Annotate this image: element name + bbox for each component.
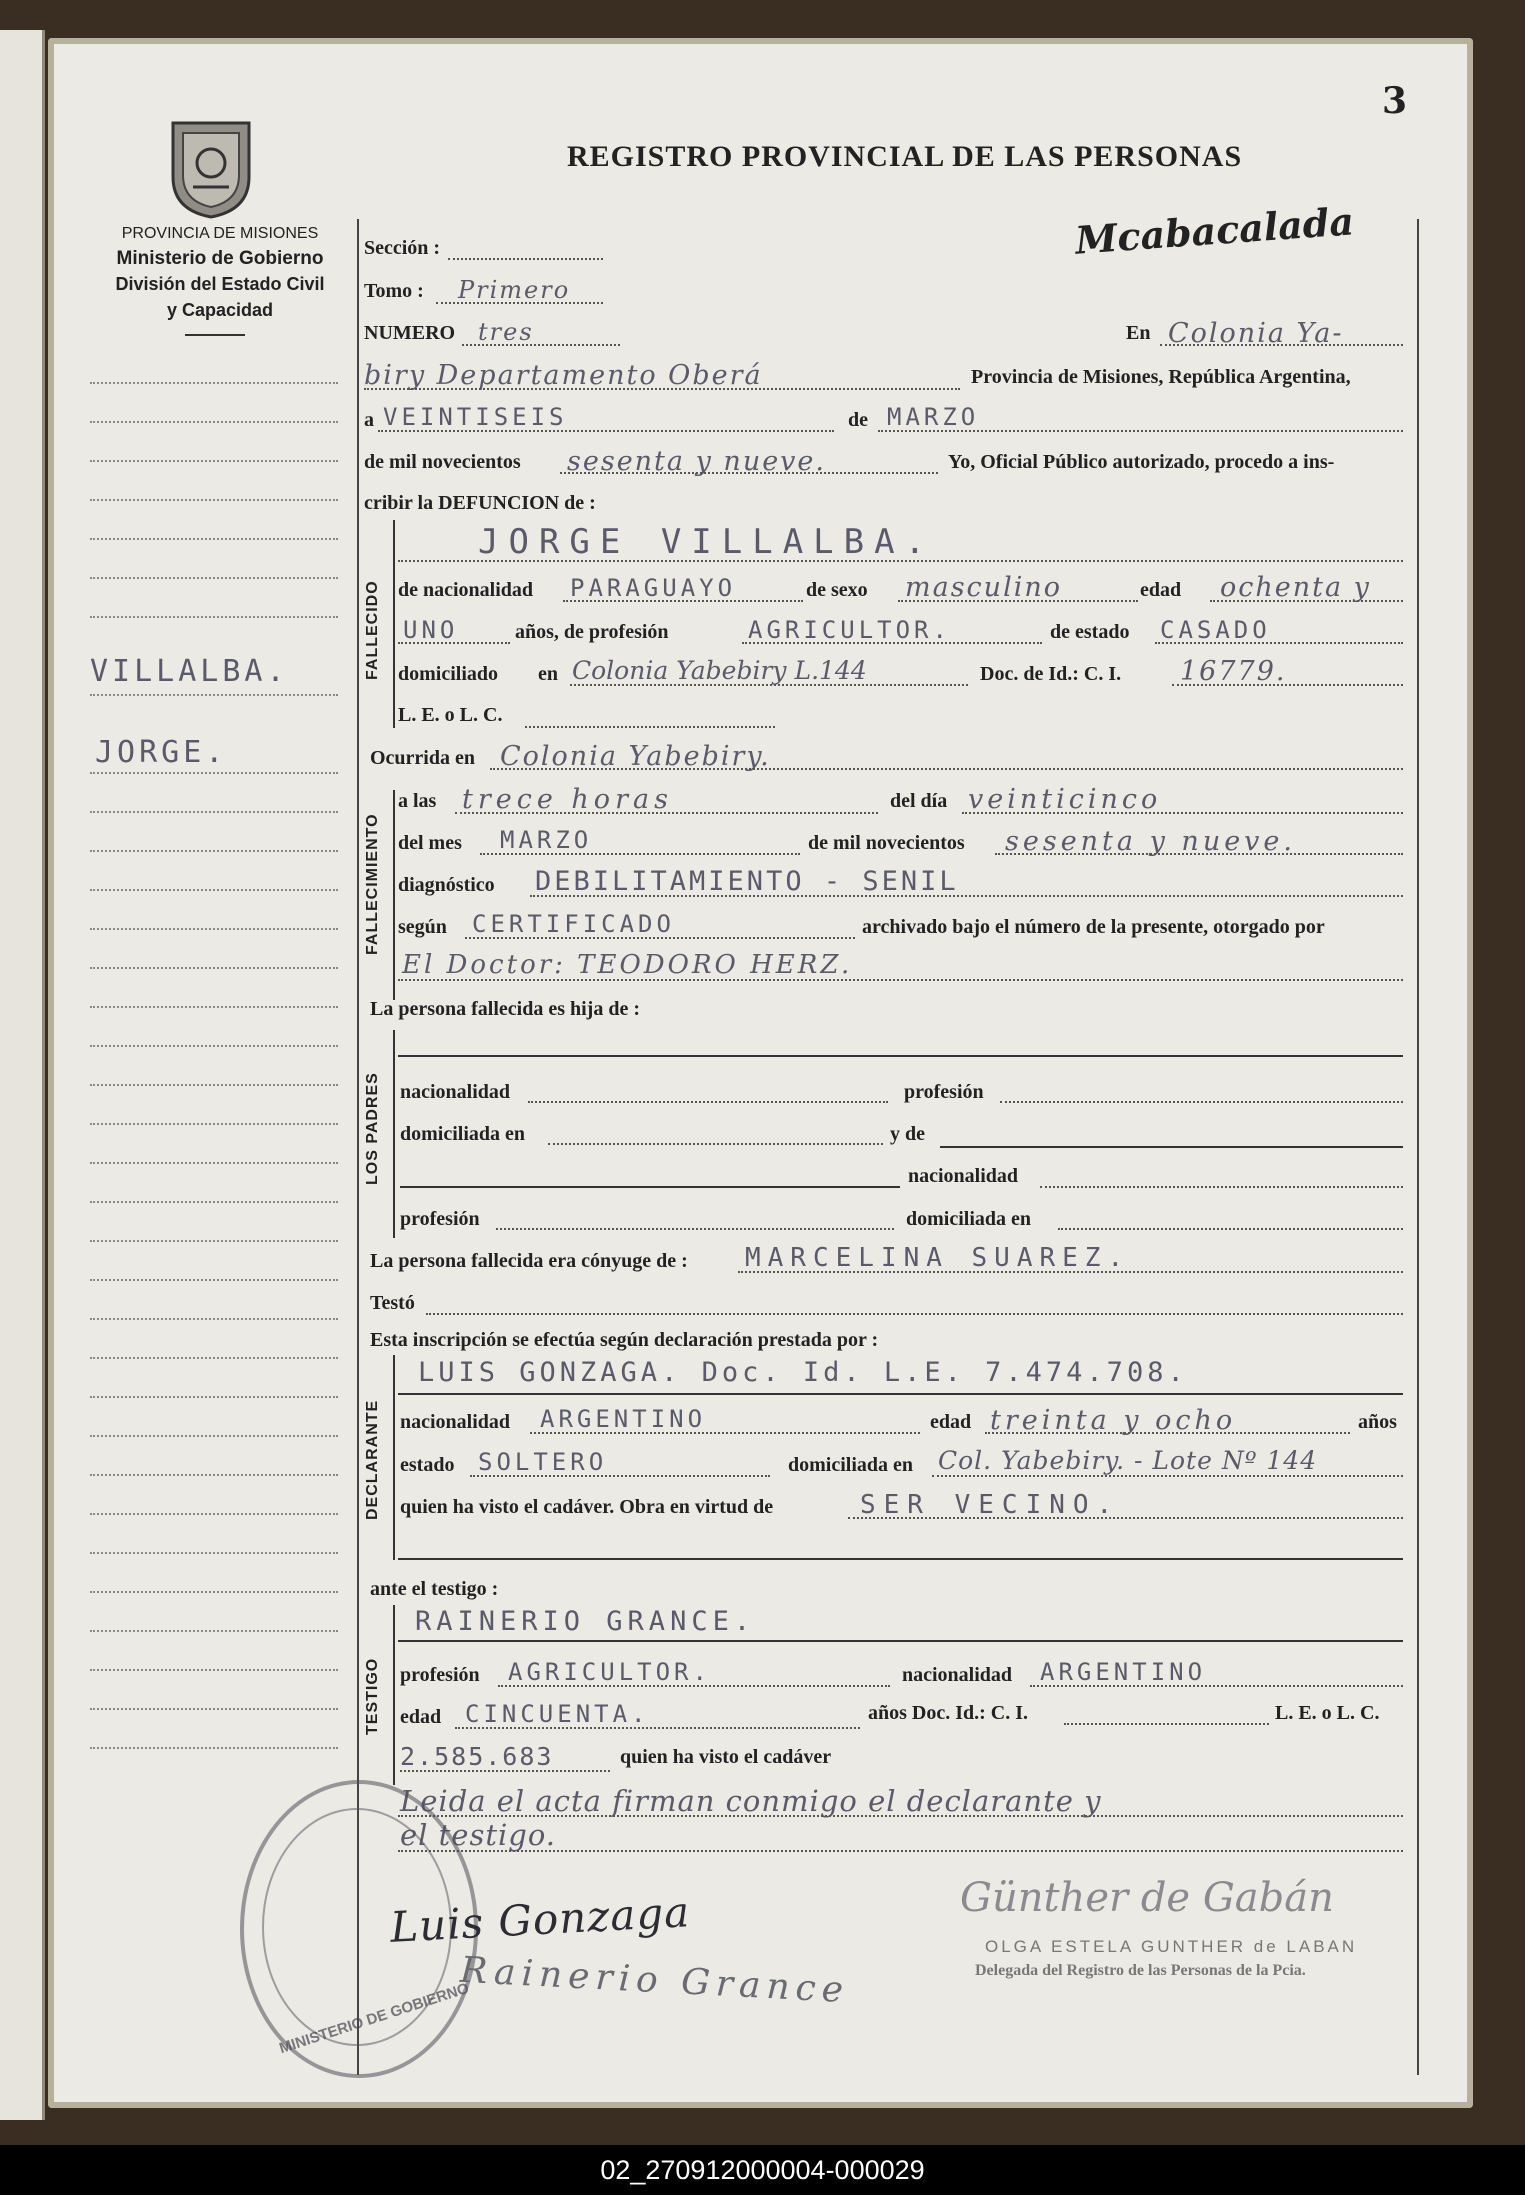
madre-nacionalidad-line <box>1040 1186 1403 1188</box>
margin-name: JORGE. <box>95 735 228 770</box>
fallecido-full-name: JORGE VILLALBA. <box>478 522 936 562</box>
conyuge-label: La persona fallecida era cónyuge de : <box>370 1250 688 1272</box>
hora-line <box>455 812 878 814</box>
declarante-edad-value: treinta y ocho <box>990 1405 1237 1436</box>
margin-line <box>90 1396 338 1398</box>
testigo-edad-line <box>455 1727 860 1729</box>
margin-line <box>90 421 338 423</box>
anio-line <box>995 853 1403 855</box>
profesion-line <box>742 642 1042 644</box>
declarante-edad-line <box>985 1432 1350 1434</box>
anio-value: sesenta y nueve. <box>1005 826 1296 857</box>
madre-nacionalidad-label: nacionalidad <box>908 1165 1019 1187</box>
declarante-estado-line <box>470 1475 770 1477</box>
page-number: 3 <box>1382 80 1408 122</box>
declarante-side-label: DECLARANTE <box>364 1399 381 1520</box>
seccion-line <box>448 258 603 260</box>
profesion-value: AGRICULTOR. <box>748 616 951 644</box>
oficial-title: Delegada del Registro de las Personas de la Pcia. <box>975 1962 1306 1979</box>
margin-line <box>90 889 338 891</box>
margin-line <box>90 1084 338 1086</box>
sexo-label: de sexo <box>806 579 868 601</box>
margin-line <box>90 1318 338 1320</box>
month-value: MARZO <box>887 403 980 431</box>
segun-label: según <box>398 916 447 938</box>
year-prefix: de mil novecientos <box>364 451 521 473</box>
margin-line <box>90 460 338 462</box>
closing-dots-2 <box>398 1850 1403 1852</box>
testigo-profesion-label: profesión <box>400 1664 480 1686</box>
declarante-domicilio-line <box>932 1475 1403 1477</box>
fallecido-name-line <box>398 560 1403 562</box>
margin-line <box>90 850 338 852</box>
diagnostico-value: DEBILITAMIENTO - SENIL <box>535 866 959 897</box>
padres-side-label: LOS PADRES <box>364 1072 381 1185</box>
madre-profesion-label: profesión <box>400 1208 480 1230</box>
margin-line <box>90 1201 338 1203</box>
hora-value: trece horas <box>462 784 673 815</box>
division-name-2: y Capacidad <box>166 300 274 320</box>
segun-line <box>465 937 855 939</box>
margin-line <box>90 616 338 618</box>
edad-line-1 <box>1210 600 1403 602</box>
padre-profesion-line <box>1000 1101 1403 1103</box>
estado-line <box>1155 642 1403 644</box>
margin-line <box>90 538 338 540</box>
dia-label: del día <box>890 790 948 812</box>
margin-line <box>90 1630 338 1632</box>
document-title: REGISTRO PROVINCIAL DE LAS PERSONAS <box>567 140 1243 173</box>
declarante-virtud-line <box>848 1517 1403 1519</box>
testigo-doc-line <box>400 1770 610 1772</box>
closing-line-1: Leida el acta firman conmigo el declarante y <box>400 1784 1102 1818</box>
nacionalidad-line <box>563 600 803 602</box>
declarante-bottom-line <box>398 1558 1403 1560</box>
margin-line <box>90 382 338 384</box>
margin-line <box>90 1279 338 1281</box>
day-line <box>378 430 834 432</box>
declarante-virtud-value: SER VECINO. <box>860 1490 1121 1520</box>
numero-line <box>462 344 620 346</box>
dia-line <box>962 812 1403 814</box>
ocurrida-line <box>490 768 1403 770</box>
province-name: PROVINCIA DE MISIONES <box>121 225 319 242</box>
margin-line <box>90 1162 338 1164</box>
fallecimiento-bar <box>393 790 395 1000</box>
declarante-anios-label: años <box>1358 1411 1397 1433</box>
declarante-edad-label: edad <box>930 1411 972 1433</box>
madre-profesion-line <box>496 1228 894 1230</box>
testigo-side-label: TESTIGO <box>364 1657 381 1735</box>
doctor-value: El Doctor: TEODORO HERZ. <box>402 950 853 980</box>
margin-line <box>90 1747 338 1749</box>
fallecimiento-side-label: FALLECIMIENTO <box>364 813 381 955</box>
madre-name-line <box>940 1146 1403 1148</box>
edad-value-1: ochenta y <box>1220 572 1371 603</box>
day-value: VEINTISEIS <box>383 403 568 431</box>
le-lc-line <box>525 726 775 728</box>
margin-line <box>90 694 338 696</box>
sexo-line <box>898 600 1138 602</box>
place-line-2 <box>364 388 960 390</box>
declarante-estado-label: estado <box>400 1454 455 1476</box>
segun-value: CERTIFICADO <box>472 910 675 938</box>
declarante-nacionalidad-label: nacionalidad <box>400 1411 511 1433</box>
declarante-bar <box>393 1355 395 1560</box>
anios-label: años, de profesión <box>515 621 669 643</box>
conyuge-line <box>738 1271 1403 1273</box>
edad-line-2 <box>398 642 510 644</box>
doctor-line <box>398 979 1403 981</box>
margin-line <box>90 1435 338 1437</box>
margin-line <box>90 1123 338 1125</box>
inscribir-text: cribir la DEFUNCION de : <box>364 492 596 514</box>
padre-nacionalidad-line <box>528 1101 888 1103</box>
place-value-2: biry Departamento Oberá <box>364 360 763 391</box>
margin-line <box>90 1045 338 1047</box>
ante-testigo-text: ante el testigo : <box>370 1578 499 1600</box>
padre-domiciliada-label: domiciliada en <box>400 1123 526 1145</box>
estado-label: de estado <box>1050 621 1130 643</box>
margin-line <box>90 1474 338 1476</box>
margin-line <box>90 1708 338 1710</box>
padre-domiciliada-line <box>548 1143 883 1145</box>
anio-label: de mil novecientos <box>808 832 965 854</box>
nacionalidad-label: de nacionalidad <box>398 579 534 601</box>
place-value-1: Colonia Ya- <box>1168 318 1344 349</box>
registrar-signature-top: Mcabacalada <box>1073 198 1356 263</box>
crest-divider <box>185 334 245 336</box>
margin-line <box>90 1006 338 1008</box>
adjacent-page-edge <box>0 30 45 2120</box>
margin-surname: VILLALBA. <box>90 654 289 689</box>
margin-line <box>90 1591 338 1593</box>
fallecido-bar <box>393 520 395 728</box>
margin-line <box>90 811 338 813</box>
hija-text: La persona fallecida es hija de : <box>370 998 640 1020</box>
diagnostico-line <box>530 895 1403 897</box>
year-value: sesenta y nueve. <box>567 446 826 477</box>
doc-line <box>1172 684 1403 686</box>
nacionalidad-value: PARAGUAYO <box>570 574 737 602</box>
domiciliado-label: domiciliado <box>398 663 499 685</box>
hora-label: a las <box>398 790 437 812</box>
closing-line-2: el testigo. <box>400 1818 557 1852</box>
margin-line <box>90 1513 338 1515</box>
division-name-1: División del Estado Civil <box>115 274 325 294</box>
madre-domiciliada-label: domiciliada en <box>906 1208 1032 1230</box>
domicilio-line <box>570 684 968 686</box>
declarante-visto-text: quien ha visto el cadáver. Obra en virtud de <box>400 1496 774 1518</box>
doc-label: Doc. de Id.: C. I. <box>980 663 1122 685</box>
fallecido-side-label: FALLECIDO <box>364 580 381 680</box>
y-de-label: y de <box>890 1123 925 1145</box>
ocurrida-value: Colonia Yabebiry. <box>500 741 771 772</box>
declarante-signature: Luis Gonzaga <box>388 1887 692 1952</box>
declarante-domiciliada-label: domiciliada en <box>788 1454 914 1476</box>
testigo-name-line <box>398 1640 1403 1642</box>
numero-label: NUMERO <box>364 322 456 344</box>
declarante-nacionalidad-value: ARGENTINO <box>540 1405 707 1433</box>
tomo-value: Primero <box>458 276 571 304</box>
archivado-text: archivado bajo el número de la presente, otorgado por <box>862 916 1325 938</box>
seccion-label: Sección : <box>364 237 441 259</box>
provincia-text: Provincia de Misiones, República Argentina, <box>971 366 1351 388</box>
mes-label: del mes <box>398 832 462 854</box>
testigo-bar <box>393 1605 395 1785</box>
testigo-nacionalidad-value: ARGENTINO <box>1040 1658 1207 1686</box>
testigo-nacionalidad-line <box>1030 1685 1403 1687</box>
en-label: En <box>1126 322 1151 344</box>
testigo-ci-line <box>1064 1723 1269 1725</box>
tomo-line <box>436 302 603 304</box>
doc-value: 16779. <box>1180 656 1287 687</box>
closing-dots-1 <box>398 1815 1403 1817</box>
declarante-estado-value: SOLTERO <box>478 1448 608 1476</box>
de-label: de <box>848 409 868 431</box>
margin-line <box>90 1240 338 1242</box>
oficial-signature: Günther de Gabán <box>960 1875 1334 1921</box>
padre-name-line <box>398 1055 1403 1057</box>
margin-line <box>90 499 338 501</box>
sexo-value: masculino <box>905 572 1062 603</box>
margin-line <box>90 577 338 579</box>
edad-value-2: UNO <box>403 616 459 644</box>
domicilio-en-label: en <box>538 663 558 685</box>
madre-line-a <box>400 1186 900 1188</box>
diagnostico-label: diagnóstico <box>398 874 495 896</box>
testigo-le-lc-label: L. E. o L. C. <box>1275 1702 1380 1724</box>
testigo-name-value: RAINERIO GRANCE. <box>415 1606 756 1637</box>
padres-bar <box>393 1030 395 1238</box>
month-line <box>878 430 1403 432</box>
estado-value: CASADO <box>1160 616 1271 644</box>
margin-line <box>90 772 338 774</box>
numero-value: tres <box>478 318 534 346</box>
oficial-text: Yo, Oficial Público autorizado, procedo a ins- <box>948 451 1335 473</box>
testigo-edad-value: CINCUENTA. <box>465 1700 650 1728</box>
year-line <box>560 472 938 474</box>
testigo-nacionalidad-label: nacionalidad <box>902 1664 1013 1686</box>
testigo-anios-doc-label: años Doc. Id.: C. I. <box>868 1702 1029 1724</box>
tomo-label: Tomo : <box>364 280 424 302</box>
padre-profesion-label: profesión <box>904 1081 984 1103</box>
margin-line <box>90 967 338 969</box>
edad-label: edad <box>1140 579 1182 601</box>
testigo-edad-label: edad <box>400 1706 442 1728</box>
margin-line <box>90 1669 338 1671</box>
padre-nacionalidad-label: nacionalidad <box>400 1081 511 1103</box>
testigo-doc-value: 2.585.683 <box>400 1742 554 1771</box>
margin-line <box>90 928 338 930</box>
testigo-visto-text: quien ha visto el cadáver <box>620 1746 832 1768</box>
declarante-nacionalidad-line <box>530 1432 920 1434</box>
testigo-profesion-line <box>498 1685 890 1687</box>
a-label: a <box>364 409 374 431</box>
mes-line <box>480 853 800 855</box>
crest-icon <box>165 115 257 220</box>
margin-line <box>90 1357 338 1359</box>
ocurrida-label: Ocurrida en <box>370 747 475 769</box>
testo-label: Testó <box>370 1292 415 1314</box>
testigo-profesion-value: AGRICULTOR. <box>508 1658 711 1686</box>
conyuge-value: MARCELINA SUAREZ. <box>745 1243 1131 1273</box>
testigo-signature: Rainerio Grance <box>459 1949 851 2012</box>
stamp-text: MINISTERIO DE GOBIERNO <box>277 1979 472 2058</box>
domicilio-value: Colonia Yabebiry L.144 <box>572 656 867 685</box>
dia-value: veinticinco <box>968 784 1162 815</box>
testo-line <box>426 1313 1403 1315</box>
place-line-1 <box>1160 344 1403 346</box>
declarante-name-line <box>398 1393 1403 1395</box>
madre-domiciliada-line <box>1058 1228 1403 1230</box>
ministry-name: Ministerio de Gobierno <box>116 248 324 269</box>
margin-line <box>90 1552 338 1554</box>
declaracion-intro: Esta inscripción se efectúa según declaración prestada por : <box>370 1329 879 1351</box>
le-lc-label: L. E. o L. C. <box>398 704 503 726</box>
image-id-footer: 02_270912000004-000029 <box>0 2145 1525 2195</box>
declarante-name-value: LUIS GONZAGA. Doc. Id. L.E. 7.474.708. <box>418 1357 1188 1388</box>
mes-value: MARZO <box>500 826 593 854</box>
oficial-name: OLGA ESTELA GUNTHER de LABAN <box>985 1937 1358 1956</box>
declarante-domicilio-value: Col. Yabebiry. - Lote Nº 144 <box>938 1446 1318 1475</box>
